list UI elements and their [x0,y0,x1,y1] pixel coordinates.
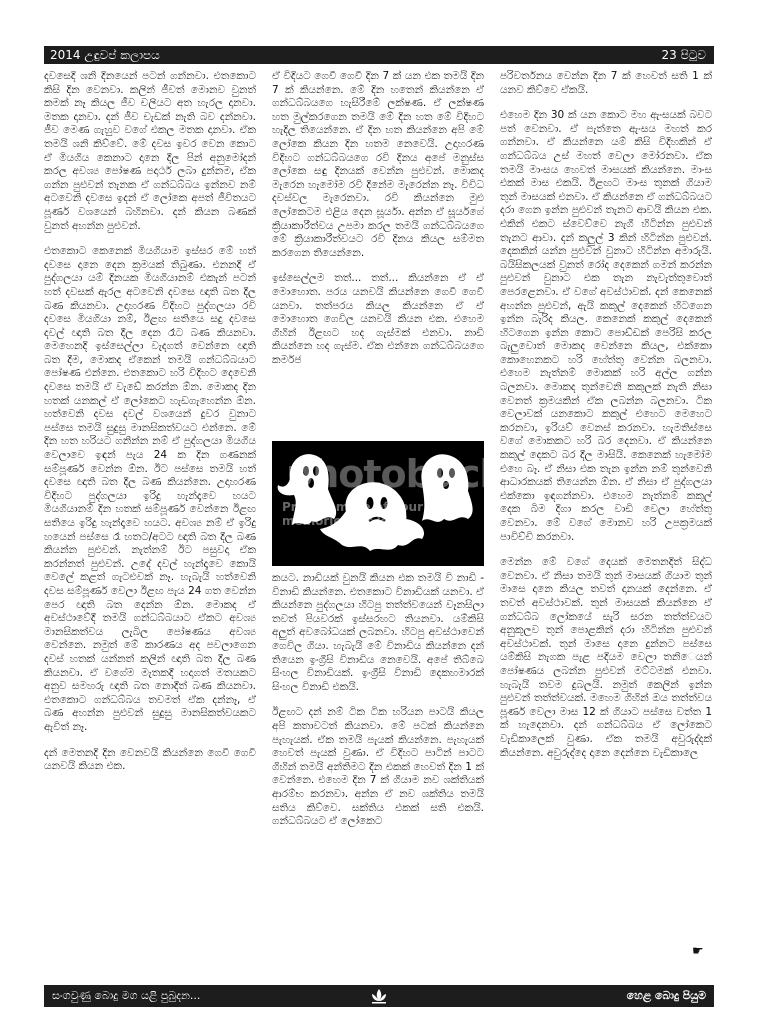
page-footer [44,985,714,1007]
paragraph: ඉස්සෙල්ලම තත්... තත්... කියන්නෙ ඒ ඒ මොහොත. පරය යනවයි කියන්නෙ ගෙවී ගෙවී යනවා. තත්පරය කියල කියන්නෙ ඒ ඒ මොහොත ගෙවිල යනවයි කියන එක. එහෙම ගිහින් ඊළඟට හද ගැස්මක් එනවා. නාඩි කියන්නෙ හද ගැස්ම. ඒක එන්නෙ ගන්ධබ්බයගෙ කර්මජ [272,272,484,366]
paragraph: ඊළඟට දන් නම් ටික ටික හරියන පාටයි කියල අපි කතාවටත් කියනවා. මේ පටක් කියන්නෙ පැහැයක්. ඒක තමයි පැයක් කියන්නෙ. පැහැයක් හෙවත් පැයක් වුණා. ඒ විදිහට පාටින් පාටට ගිහින් තමයි අන්තිමට දින එකක් හෙවත් දින 1 ක් වෙන්නෙ. එහෙම දින 7 ක් ගියාම නව ශක්තියක් ආරම්භ කරනවා. අන්න ඒ නව ශක්තිය තමයි සතිය කිව්වෙ. සක්තිය එකක් සති එකයි. ගන්ධබ්බයට ඒ ලෝකෙට [272,706,484,828]
paragraph: එතකොට කෙනෙක් මියගියාම ඉස්සර මේ හත් දවසෙ දානෙ දෙන ක්‍රමයක් තිබුණා. එනනදි ඒ පුද්ගලයා යම් දිනයක මියගියානම් එකැන් පටන් හත් දවසක් ඇරල අටවෙනි දවසෙ ඥාති බත දීල බණ කියනවා. උදාහරණ විදිහට පුද්ගලයා රවි දවසෙ මියගියා නම්, ඊළඟ සතියෙ සදු දවසෙ දවල් ඥාති බත දීල දෙන රෑට බණ කියනවා. මෙහෙනදි ඉස්සෙල්ලා වැදගත් වෙන්නෙ ඥාති බත දීම, මොකද ඒකෙන් තමයි ගන්ධබ්බයාට පෝෂණ එන්නෙ. එතකොට හරි විදිහට දෙවෙනි දවසෙ තමයි ඒ වැඩේ කරන්න ඕන. මොකද දින හතක් යනකල් ඒ ලෝකෙට හැඩගැහෙන්න ඕන. හත්වෙනි දවස දවල් වශයෙන් දුවර වුනාට පස්සෙ තමයි සුදුසු මානසිකත්වයට එන්නෙ. මේ දින හත හරියට ගනින්න නම් ඒ පුද්ගලයා මියගිය වෙලාවෙ ඉඳන් පැය 24 ක දින ගණනක් සම්පූර්ණ වෙන්න ඕන. ඊට පස්සෙ තමයි හත් දවසෙ ඥාති බත දීල බණ කියන්නෙ. උදාහරණ විදිහට පුද්ගලයා ඉරිදු හැන්දෑවෙ හයට මියගියානම් දින හතක් සම්පූර්ණ වෙන්නෙ ඊළඟ සතියෙ ඉරිදු හැන්දෑවෙ හයට. අවශ්‍ය නම් ඒ ඉරිදු හයෙන් පස්සෙ රෑ හතට/අටට ඥාති බත දීල බණ කියන්න පුළුවන්. නැත්නම් ඊට පසුවදා ඒක කරන්නත් පුළුවන්. උදේ දවල් හැන්දෑවෙ කොයි වෙලේ කළත් ගැටළුවක් නෑ. හැබැයි හත්වෙනි දවස සම්පූර්ණ වෙලා ඊළඟ පැය 24 ගත වෙන්න පෙර ඥාති බත දෙන්න ඕන. මොකද ඒ අවස්ථාවේදී තමයි ගන්ධබ්බයාට ඒකට අවශ්‍ය මානසිකත්වය ලැබිල පෝෂණය අවශ්‍ය වෙන්නෙ. නමුත් මේ කාරණය අද පවලාගෙන දවස් හතක් යන්නත් කලින් ඥාති බත දීල බණ කියනවා. ඒ වගේම මැතකදී හදාගත් මතයකට අනුව සමහරු ඥාති බත නොදීත් බණ කියනවා. එතකොට ගන්ධබ්බය තවමත් ඒක දන්නෑ, ඒ බණ අහන්න පුළුවන් සුදුසු මානසිකත්වයකට ඇවිත් නෑ. [44,245,256,733]
continue-pointer-icon: ☛ [692,944,704,959]
page-number: 23 පිටුව [661,48,706,62]
article-column-1 [44,70,256,940]
paragraph: කයට. නාඩියක් වුනයි කියන එක තමයි වි නාඩි - විනාඩි කියන්නෙ. එතකොට විනාඩියක් යනවා. ඒ කියන්නෙ පුද්ගලයා හිටපු තත්ත්වයෙන් වෑනසිලා තවත් පියවරක් ඉස්සරහට තියනවා. යම්කිසි අලුත් අවබෝධයක් ලබනවා. හිටපු අවස්ථාවෙන් ගෙවිල ගියා. හැබැයි මේ විනාඩිය කියන්නෙ දන් තියෙන ඉංග්‍රීසි විනාඩිය නෙවෙයි. අපේ තිබ්බෙ සිංහල විනාඩියක්. ඉංග්‍රීසි විනාඩි දෙකහමාරක් සිංහල විනාඩි එකයි. [272,572,484,693]
paragraph: එහෙම දින 30 ක් යන කොට මහ ඇංසයක් බවට පත් වෙනවා. ඒ පැත්තෙ ඇංසය මහත් කර ගන්නවා. ඒ කියන්නෙ යම් කිසි විදිහකින් ඒ ගන්ධබ්බය උස් මහත් වෙලා මෝරනවා. ඒක තමයි මාංසය හෙවත් මාසයක් කියන්නෙ. මාංස එකක් මාස එකයි. ඊළඟට මාංස තුනක් ගියාම තුන් මාසයක් එනවා. ඒ කියන්නෙ ඒ ගන්ධබ්බයට දරා ගෙන ඉන්න පුළුවන් තැනට ආවයි කියන එක. එකින් එකට ස්වෙව්වෙ නැගී හිටින්න පුළුවන් තැනට ආවා. දන් කලුල් 3 කින් හිටින්න පුළුවන්. දෙකකින් යන්න පුළුවන් වුනාට හිටින්න අමාරුයි. බයිසිකලයක් වුනත් රෝද දෙකෙන් ගමන් කරන්න පුළුවන් වුනාට එක තැන නැවැත්තුවොත් පෙරළෙනවා. ඒ වගේ අවස්ථාවක්. දන් කෙනෙක් අහන්න පුළුවන්, ඇයි කකුල් දෙකෙන් හිටගෙන ඉන්න බැරිද කියල. කෙනෙක් කකුල් දෙකෙන් හිටගෙන ඉන්න කොට පොඩ්ඩක් පෙරිසි කරල බැලුවොත් මොකද වෙන්නෙ කියල, එක්කො කොහෙනකට හරි හේත්තු වෙන්න බලනවා. එහෙම නැත්නම් මොකක් හරි අල්ල ගන්න බලනවා. මොකද තුන්වෙනි කකුලක් නැති නිසා වෙනත් ක්‍රමයකින් ඒක ලබන්න බලනවා. ටික වෙලාවක් යනකොට කකුල් එහෙට මෙහෙට කරනවා, ඉරියව් වෙනස් කරනවා. හැමතිස්සෙ වගේ මොකකට හරි බර දෙනවා. ඒ කියන්නෙ කකුල් දෙකට බර දීල මාසියි. කෙනෙක් හැමෝම එහෙ බෑ. ඒ නිසා එක තැන ඉන්න නම් තුන්වෙනි ආධාරකයක් තියෙන්න ඕන. ඒ නිසා ඒ පුද්ගලයා එක්කො ඉඳගන්නවා. එහෙම නැත්නම් කකුල් දෙක බිම දිගා කරල වාඩි වෙලා හේත්තු වෙනවා. මේ වගේ මොනව හරි උපක්‍රමයක් පාවිච්චි කරනවා. [500,109,712,543]
footer-slogan: සංගවුණු බොදු මග යළි පුබුදන... [52,989,201,1002]
issue-title: 2014 උඳුවප් කලාපය [50,48,160,62]
paragraph: දන් මෙතනදි දින වෙනවයි කියන්නෙ ගෙවී ගෙවී යනවයි කියන එක. [44,746,256,773]
paragraph: ඒ විදියට ගෙවී ගෙවී දින 7 ක් යන එක තමයි දින 7 ක් කියන්නෙ. මේ දින හතෙන් කියන්නෙ ඒ ගන්ධබ්බයගෙ හැසිරීමේ ලක්ෂණ. ඒ ලක්ෂණ හත මුල්කරගෙන තමයි මේ දින හත මේ විදිහට හැදිල තියෙන්නෙ. ඒ දින හත කියන්නෙ අපි මේ ලෝකෙ කියන දින හතම නෙවෙයි. උදාහරණ විදිහට ගන්ධබ්බයගෙ රවි දිනය අපේ මනුස්ස ලෝකෙ සඳු දිනයක් වෙන්න පුළුවන්. මොකද මැරෙන හැමෝම රවි දිනේම මැරෙන්න නෑ. විවිධ දවස්වල මැරෙනවා. රවි කියන්නෙ මුළු ලෝකෙටම එළිය දෙන සූර්යා. අන්න ඒ සූර්යගේ ක්‍රියාකාරීත්වය උපමා කරල තමයි ගන්ධබ්බයගෙ මේ ක්‍රියාකාරීත්වයට රවි දිනය කියල සම්මත කරගෙන තියෙන්නෙ. [272,70,484,259]
photobucket-watermark: photobucket [286,452,545,496]
article-column-2 [272,70,484,435]
article-column-3 [500,70,712,940]
lotus-icon [369,987,389,1005]
paragraph: මෙන්න මේ වගේ දෙයක් මෙතනදිත් සිද්ධ වෙනවා. ඒ නිසා තමයි තුන් මාසයක් ගියාම තුන් මාසෙ දානෙ කියල තවත් දානයක් දෙන්නෙ. ඒ තවත් අවස්ථාවක්. තුන් මාසයක් කියන්නෙ ඒ ගන්ධබ්බ ලෝකයේ සැරි සරන තත්ත්වයට අනුකූලව තුන් පොළකින් දරා හිටින්න පුළුවන් අවස්ථාවක්. තුන් මාසෙ දානෙ දුන්නට පස්සෙ යම්කිසි නැගක පැළ පදියම වෙලා තනිෙයන් පෝෂණය ලබන්න පුළුවන් මට්ටමක් එනවා. හැබැයි තවම දුබලයි. නමුත් කෙලින් ඉන්න පුළුවන් තත්ත්වයක්. මහෙම ගිහින් ඔය තත්ත්වය පූර්ණ වෙලා මාස 12 ක් ගියාට පස්සෙ වත්ත 1 ක් හැදෙනවා. දන් ගන්ධබ්බය ඒ ලෝකෙට වැඩිකාලෙක් වුණා. ඒක තමයි අවුරුද්දක් කියන්නෙ. අවුරුද්දෙ දානෙ දෙන්නෙ වැඩිකාලෙ [500,556,712,759]
paragraph: පරිවර්තනය වෙන්න දින 7 ක් හෙවත් සති 1 ක් යනව කිව්වෙ ඒකයි. [500,70,712,96]
photobucket-watermark-tagline: Protect more of your memories for less! [282,500,424,528]
article-column-2-lower [272,572,484,940]
paragraph: දවසෙදි ශනි දිනයෙන් පටන් ගන්නවා. එතකොට කිසි දින වෙනවා. කලින් ජීවත් මොනව වුනත් කමක් නෑ කියල ජීව චලියට අත හැරල දානවා. මතක දානවා. දන් ජීව චැඩක් නැති බව දන්නවා. ජීව මෙණ ගැහුව වගේ එකල මතක දානවා. ඒක තමයි ශනි කිව්වේ. මේ දවස ඉවර වෙන කොට ඒ මියගිය කෙනාට දානෙ දීල පින් අනුමෝදන් කරල අවශ්‍ය පෝෂණ පදාර්ථ ලබා දුන්නම, ඒක ගන්න පුළුවන් තැනක ඒ ගන්ධබ්බය ඉන්නව නම් අටවෙනි දවසෙ ඉදන් ඒ ලෝකෙ අපත් ජීවිතයට පූර්ණ වශයෙන් බහිනවා. දන් කියන බණක් වුනත් අහන්න පුළුවන්. [44,70,256,232]
page-header [44,46,714,64]
publication-name: හෙළ බොදු පියුම [626,989,706,1002]
